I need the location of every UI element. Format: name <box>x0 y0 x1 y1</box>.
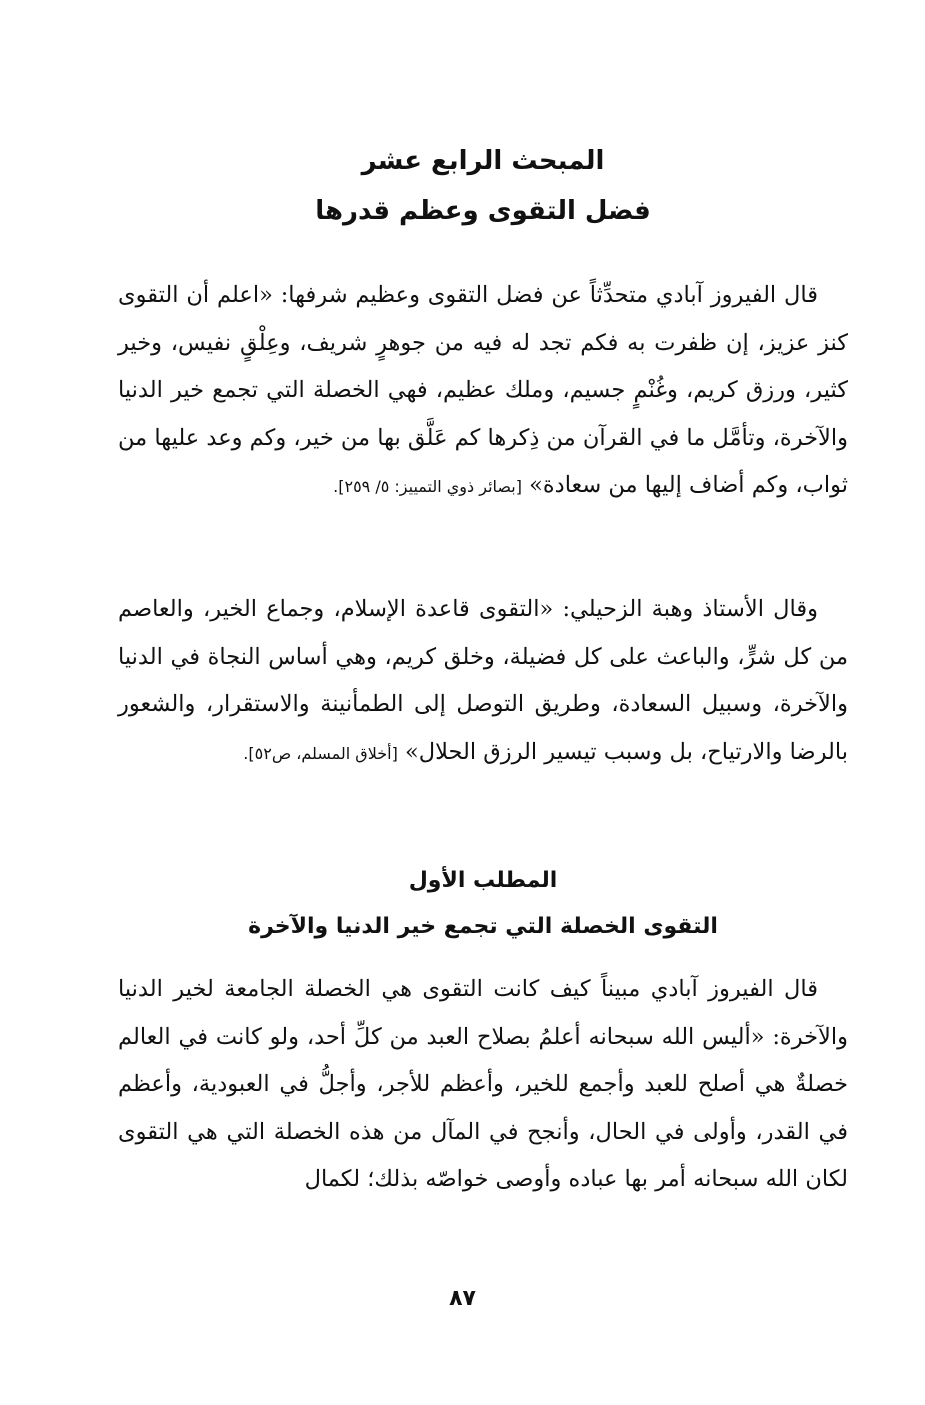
section-heading <box>118 858 848 950</box>
paragraph-2 <box>118 586 848 777</box>
page-number: ٨٧ <box>449 1286 476 1311</box>
chapter-heading <box>118 136 848 236</box>
section-subject-title: التقوى الخصلة التي تجمع خير الدنيا والآخرة <box>248 914 718 939</box>
paragraph-2-text: وقال الأستاذ وهبة الزحيلي: «التقوى قاعدة الإسلام، وجماع الخير، والعاصم من كل شرٍّ، والباعث على كل فضيلة، وخلق كريم، وهي أساس النجاة في الدنيا والآخرة، وسبيل السعادة، وطريق التوصل إلى الطمأنينة والاستقرار، والشعور بالرضا والارتياح، بل وسبب تيسير الرزق الحلال» <box>118 596 848 765</box>
paragraph-1 <box>118 272 848 511</box>
chapter-number-title: المبحث الرابع عشر <box>361 146 605 176</box>
paragraph-2-citation: [أخلاق المسلم، ص٥٢]. <box>243 743 398 763</box>
paragraph-3-text: قال الفيروز آبادي مبيناً كيف كانت التقوى هي الخصلة الجامعة لخير الدنيا والآخرة: «أليس الله سبحانه أعلمُ بصلاح العبد من كلِّ أحد، ولو كانت في العالم خصلةٌ هي أصلح للعبد وأجمع للخير، وأعظم للأجر، وأجلُّ في العبودية، وأعظم في القدر، وأولى في الحال، وأنجح في المآل من هذه الخصلة التي هي التقوى لكان الله سبحانه أمر بها عباده وأوصى خواصّه بذلك؛ لكمال <box>118 976 848 1192</box>
paragraph-1-text: قال الفيروز آبادي متحدِّثاً عن فضل التقوى وعظيم شرفها: «اعلم أن التقوى كنز عزيز، إن ظفرت به فكم تجد له فيه من جوهرٍ شريف، وعِلْقٍ نفيس، وخير كثير، ورزق كريم، وغُنْمٍ جسيم، وملك عظيم، فهي الخصلة التي تجمع خير الدنيا والآخرة، وتأمَّل ما في القرآن من ذِكرها كم عَلَّق بها من خير، وكم وعد عليها من ثواب، وكم أضاف إليها من سعادة» <box>118 282 848 498</box>
chapter-subject-title: فضل التقوى وعظم قدرها <box>315 196 651 226</box>
section-number-title: المطلب الأول <box>408 868 558 893</box>
paragraph-1-citation: [بصائر ذوي التمييز: ٥/ ٢٥٩]. <box>333 477 522 496</box>
paragraph-3 <box>118 966 848 1204</box>
